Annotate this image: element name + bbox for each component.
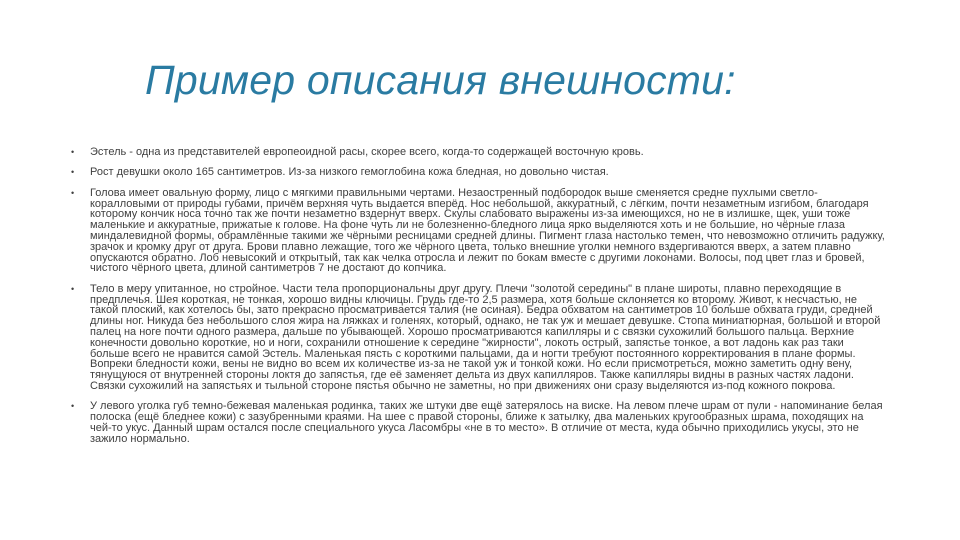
bullet-item (71, 401, 886, 444)
bullet-glyph: • (71, 401, 75, 412)
bullet-item (71, 147, 886, 158)
bullet-glyph: • (71, 167, 75, 178)
bullet-text: Тело в меру упитанное, но стройное. Части тела пропорциональны друг другу. Плечи "золотой середины" в плане широты, плавно переходящие в предплечья. Шея короткая, не тонкая, хорошо видны ключицы. Грудь где-то 2,5 размера, хотя больше склоняется ко второму. Живот, к несчастью, не такой плоский, как хотелось бы, зато прекрасно просматривается талия (не осиная). Бедра обхватом на сантиметров 10 больше обхвата груди, средней длины ног. Никуда без небольшого слоя жира на ляжках и голенях, который, однако, не так уж и мешает девушке. Стопа миниатюрная, большой и второй палец на ноге почти одного размера, дальше по убывающей. Хорошо просматриваются капилляры и с связки сухожилий большого пальца. Верхние конечности довольно короткие, но и ноги, сохранили отношение к середине "жирности", локоть острый, запястье тонкое, а вот ладонь как раз таки больше всего не нравится самой Эстель. Маленькая пясть с короткими пальцами, да и ногти требуют постоянного корректирования в плане формы. Вопреки бледности кожи, вены не видно во всем их количестве из-за не такой уж и тонкой кожи. Но если присмотреться, можно заметить одну вену, тянущуюся от внутренней стороны локтя до запястья, где её заменяет дельта из двух капилляров. Также капилляры видны в разных частях ладони. Связки сухожилий на запястьях и тыльной стороне пястья обычно не заметны, но при движениях они сразу выделяются из-под кожного покрова. (90, 282, 881, 392)
bullet-glyph: • (71, 283, 75, 294)
bullet-text: Эстель - одна из представителей европеоидной расы, скорее всего, когда-то содержащей восточную кровь. (90, 146, 644, 158)
bullet-text: У левого уголка губ темно-бежевая маленькая родинка, таких же штуки две ещё затерялось на виске. На левом плече шрам от пули - напоминание белая полоска (ещё бледнее кожи) с зазубренными краями. На шее с правой стороны, ближе к затылку, два маленьких кругообразных шрама, походящих на чей-то укус. Данный шрам остался после специального укуса Ласомбры «не в то место». В отличие от места, куда обычно приходились укусы, это не зажило нормально. (90, 400, 883, 445)
bullet-text: Голова имеет овальную форму, лицо с мягкими правильными чертами. Незаостренный подбородок выше сменяется средне пухлыми светло-коралловыми от природы губами, причём верхняя чуть выдается вперёд. Нос небольшой, аккуратный, с лёгким, почти незаметным изгибом, благодаря которому кончик носа точно так же почти незаметно вздернут вверх. Скулы слабовато выражены из-за имеющихся, но не в излишке, щек, уши тоже маленькие и аккуратные, прижатые к голове. На фоне чуть ли не болезненно-бледного лица ярко выделяются хоть и не большие, но чёрные глаза миндалевидной формы, обрамлённые такими же чёрными ресницами средней длины. Пигмент глаза настолько темен, что невозможно отличить радужку, зрачок и кромку друг от друга. Брови плавно лежащие, того же чёрного цвета, только внешние уголки немного вздергиваются вверх, а затем плавно опускаются обратно. Лоб невысокий и открытый, так как челка отросла и лежит по бокам вместе с другими локонами. Волосы, под цвет глаз и бровей, чистого чёрного цвета, длиной сантиметров 7 не достают до копчика. (90, 186, 885, 275)
slide-title: Пример описания внешности: (145, 57, 736, 103)
bullet-text: Рост девушки около 165 сантиметров. Из-за низкого гемоглобина кожа бледная, но довольно чистая. (90, 166, 609, 179)
bullet-list (71, 147, 886, 454)
bullet-item (71, 188, 886, 274)
bullet-item (71, 284, 886, 392)
bullet-item (71, 167, 886, 178)
bullet-glyph: • (71, 187, 75, 198)
bullet-glyph: • (71, 147, 75, 157)
